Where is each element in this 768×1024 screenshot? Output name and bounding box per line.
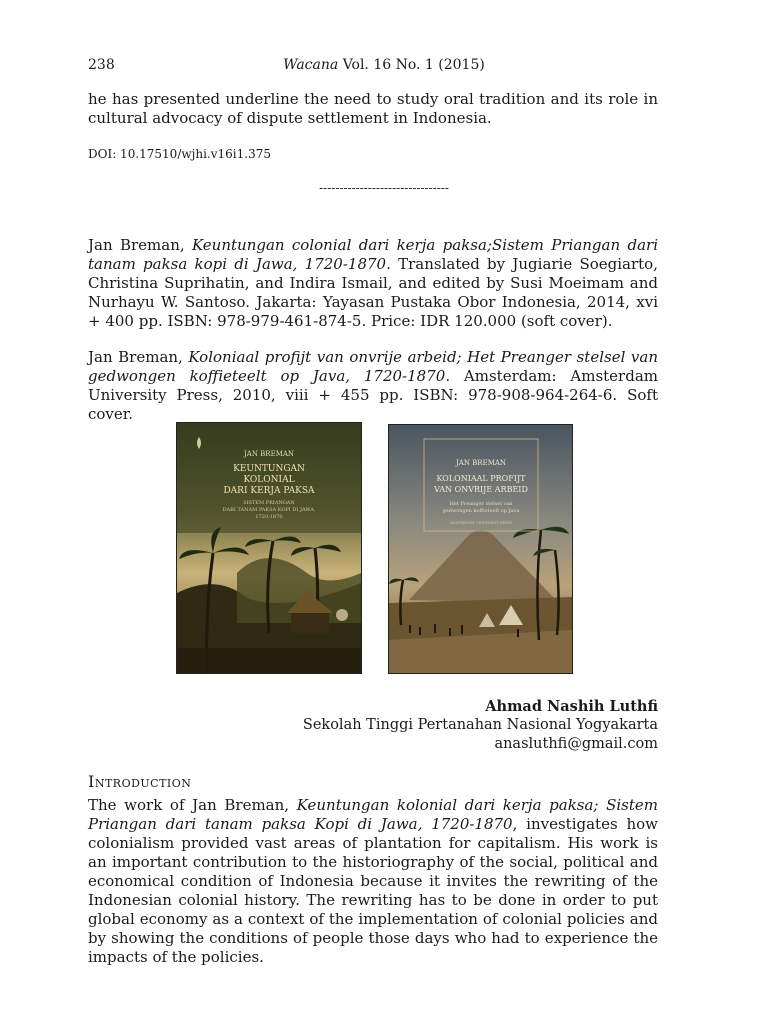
cover-2-author: JAN BREMAN <box>455 459 507 467</box>
cover-1-author: JAN BREMAN <box>243 450 295 458</box>
reference-2-details: . Amsterdam: Amsterdam University Press, 2010, viii + 455 pp. ISBN: 978-908-964-264-6. Soft cover. <box>88 367 658 423</box>
reference-1-details: . Translated by Jugiarie Soegiarto, Christina Suprihatin, and Indira Ismail, and edited by Susi Moeimam and Nurhayu W. Santoso. Jakarta: Yayasan Pustaka Obor Indonesia, 2014, xvi + 400 pp. ISBN: 978-979-461-874-5. Price: IDR 120.000 (soft cover). <box>88 255 658 330</box>
cover-2-subtitle-line-2: gedwongen koffieteelt op Java <box>442 508 520 514</box>
reference-2 <box>88 348 658 424</box>
cover-1-subtitle-line-3: 1720-1870 <box>255 514 283 520</box>
cover-1-title-line-2: KOLONIAL <box>243 475 295 485</box>
introduction-text-start: The work of Jan Breman, <box>88 796 297 814</box>
section-heading: Introduction <box>88 772 192 791</box>
introduction-text-rest: , investigates how colonialism provided vast areas of plantation for capitalism. His work is an important contribution to the historiography of the social, political and economical condition of Indonesia because it invites the rewriting of the Indonesian colonial history. The rewriting has to be done in order to put global economy as a context of the implementation of colonial policies and by showing the conditions of people those days who had to experience the impacts of the policies. <box>88 815 658 966</box>
cover-1-subtitle-line-1: SISTEM PRIANGAN <box>243 500 295 506</box>
reference-2-author: Jan Breman, <box>88 348 189 366</box>
intro-paragraph: he has presented underline the need to study oral tradition and its role in cultural advocacy of dispute settlement in Indonesia. <box>88 90 658 127</box>
doi: DOI: 10.17510/wjhi.v16i1.375 <box>88 147 271 161</box>
reviewer-affiliation: Sekolah Tinggi Pertanahan Nasional Yogyakarta <box>302 717 658 733</box>
reference-1-title: Keuntungan colonial dari kerja paksa;Sistem Priangan dari tanam paksa kopi di Jawa, 1720-1870 <box>88 236 658 273</box>
cover-2-title-line-2: VAN ONVRIJE ARBEID <box>434 485 528 494</box>
cover-1-subtitle-line-2: DARI TANAM PAKSA KOPI DI JAWA, <box>222 507 316 513</box>
running-head <box>0 57 768 73</box>
introduction-book-title: Keuntungan kolonial dari kerja paksa; Sistem Priangan dari tanam paksa Kopi di Jawa, 1720-1870 <box>88 796 658 833</box>
cover-2-publisher: AMSTERDAM UNIVERSITY PRESS <box>449 521 513 525</box>
cover-2-title-line-1: KOLONIAAL PROFIJT <box>436 474 526 483</box>
journal-name: Wacana <box>283 57 339 73</box>
page-number: 238 <box>88 57 115 73</box>
reviewer-email: anasluthfi@gmail.com <box>494 736 658 752</box>
cover-1-title-line-1: KEUNTUNGAN <box>233 464 305 474</box>
reference-1 <box>88 236 658 331</box>
reference-1-author: Jan Breman, <box>88 236 192 254</box>
cover-1-illustration <box>177 423 361 673</box>
cover-1-title-line-3: DARI KERJA PAKSA <box>223 486 315 496</box>
reviewer-block <box>303 697 658 754</box>
reviewer-name: Ahmad Nashih Luthfi <box>485 698 658 715</box>
introduction-paragraph <box>88 796 658 967</box>
separator: -------------------------------- <box>319 181 449 195</box>
book-cover-koloniaal <box>388 424 573 674</box>
journal-issue: Vol. 16 No. 1 (2015) <box>342 57 485 73</box>
cover-2-subtitle-line-1: Het Preanger stelsel van <box>449 501 513 507</box>
cover-2-illustration <box>389 425 572 673</box>
book-cover-keuntungan <box>176 422 362 674</box>
reference-2-title: Koloniaal profijt van onvrije arbeid; Het Preanger stelsel van gedwongen koffieteelt op Java, 1720-1870 <box>88 348 658 385</box>
